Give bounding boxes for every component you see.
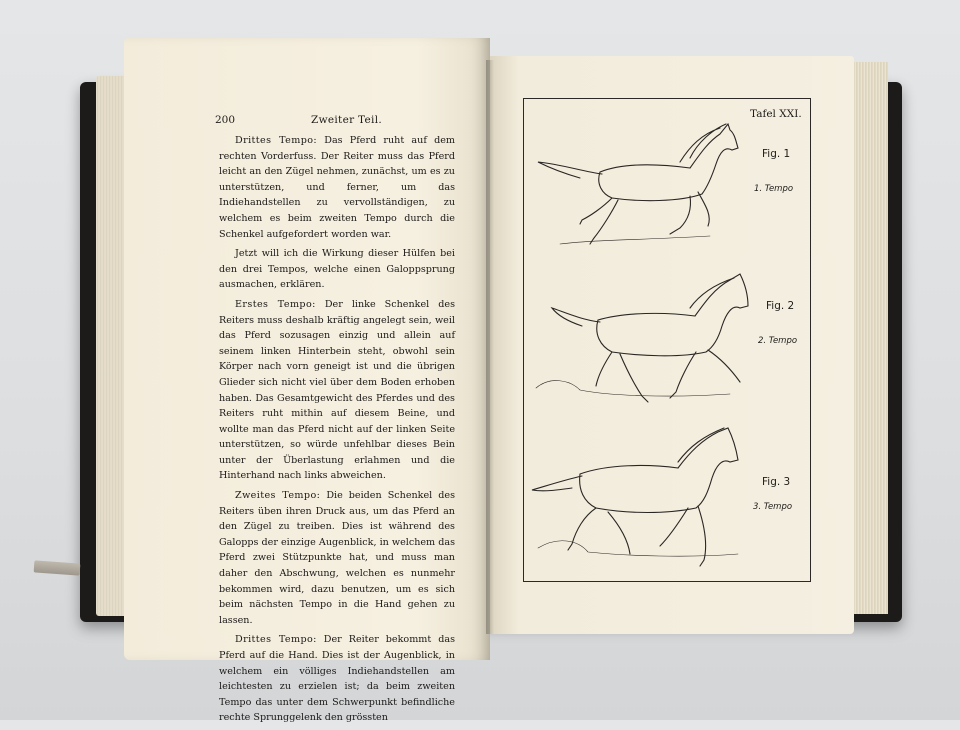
paragraph-text: Die beiden Schenkel des Reiters üben ihren Druck aus, um das Pferd an den Zügel zu treiben. Dies ist während des Galopps der einzige Augenblick, in welchem das Pferd zwei Stützpunkte hat, und muss man daher den Abschwung, welchen es nunmehr bekommen wird, dazu benutzen, um es sich beim nächsten Tempo in die Hand gehen zu lassen. [219,490,455,626]
bookmark-tag [34,560,81,575]
figure-label: Fig. 3 [762,476,791,488]
horse-illustration-fig1 [530,112,745,252]
page-edges-right [852,62,888,614]
page-number: 200 [215,114,236,126]
paragraph [219,632,455,726]
figure-label: Fig. 2 [766,300,795,312]
paragraph-text: Das Pferd ruht auf dem rechten Vorderfuss. Der Reiter muss das Pferd leicht an den Zügel nehmen, zunächst, um es zu unterstützen, und ferner, um das Indiehandstellen zu vervollständigen, zu welchem es beim zweiten Tempo durch die Schenkel aufgefordert worden war. [219,135,455,240]
figure-label: Fig. 1 [762,148,791,160]
horse-illustration-fig3 [528,420,750,572]
running-title: Zweiter Teil. [311,114,383,126]
paragraph [219,297,455,484]
paragraph-lead: Drittes Tempo: [235,135,318,146]
paragraph [219,488,455,628]
paragraph [219,246,455,293]
paragraph-text: Jetzt will ich die Wirkung dieser Hülfen bei den drei Tempos, welche einen Galoppsprung ausmachen, erklären. [219,248,455,291]
paragraph [219,133,455,242]
page-header [215,114,465,130]
paragraph-text: Der Reiter bekommt das Pferd auf die Hand. Dies ist der Augenblick, in welchem ein völliges Indiehandstellen am leichtesten zu erzielen ist; da beim zweiten Tempo das unter dem Schwerpunkt befindliche rechte Sprunggelenk den grössten [219,634,455,724]
tempo-label: 2. Tempo [758,336,798,346]
horse-illustration-fig2 [530,268,755,418]
paragraph-lead: Erstes Tempo: [235,298,316,310]
body-text [219,133,455,730]
paragraph-lead: Drittes Tempo: [235,634,317,646]
book-gutter [486,60,494,634]
tempo-label: 1. Tempo [754,184,794,194]
plate-title: Tafel XXI. [750,108,802,120]
paragraph-text: Der linke Schenkel des Reiters muss deshalb kräftig angelegt sein, weil das Pferd sozusagen einzig und allein auf seinem linken Hinterbein steht, obwohl sein Körper nach vorn geneigt ist und die übrigen Glieder sich nicht viel über dem Boden erhoben haben. Das Gesamtgewicht des Pferdes und des Reiters ruht mithin auf diesem Beine, und wollte man das Pferd nicht auf der linken Seite unterstützen, so würde unfehlbar dieses Bein unter der Überlastung erlahmen und die Hinterhand nach links abweichen. [219,298,456,482]
paragraph-lead: Zweites Tempo: [235,490,321,502]
tempo-label: 3. Tempo [753,502,793,512]
